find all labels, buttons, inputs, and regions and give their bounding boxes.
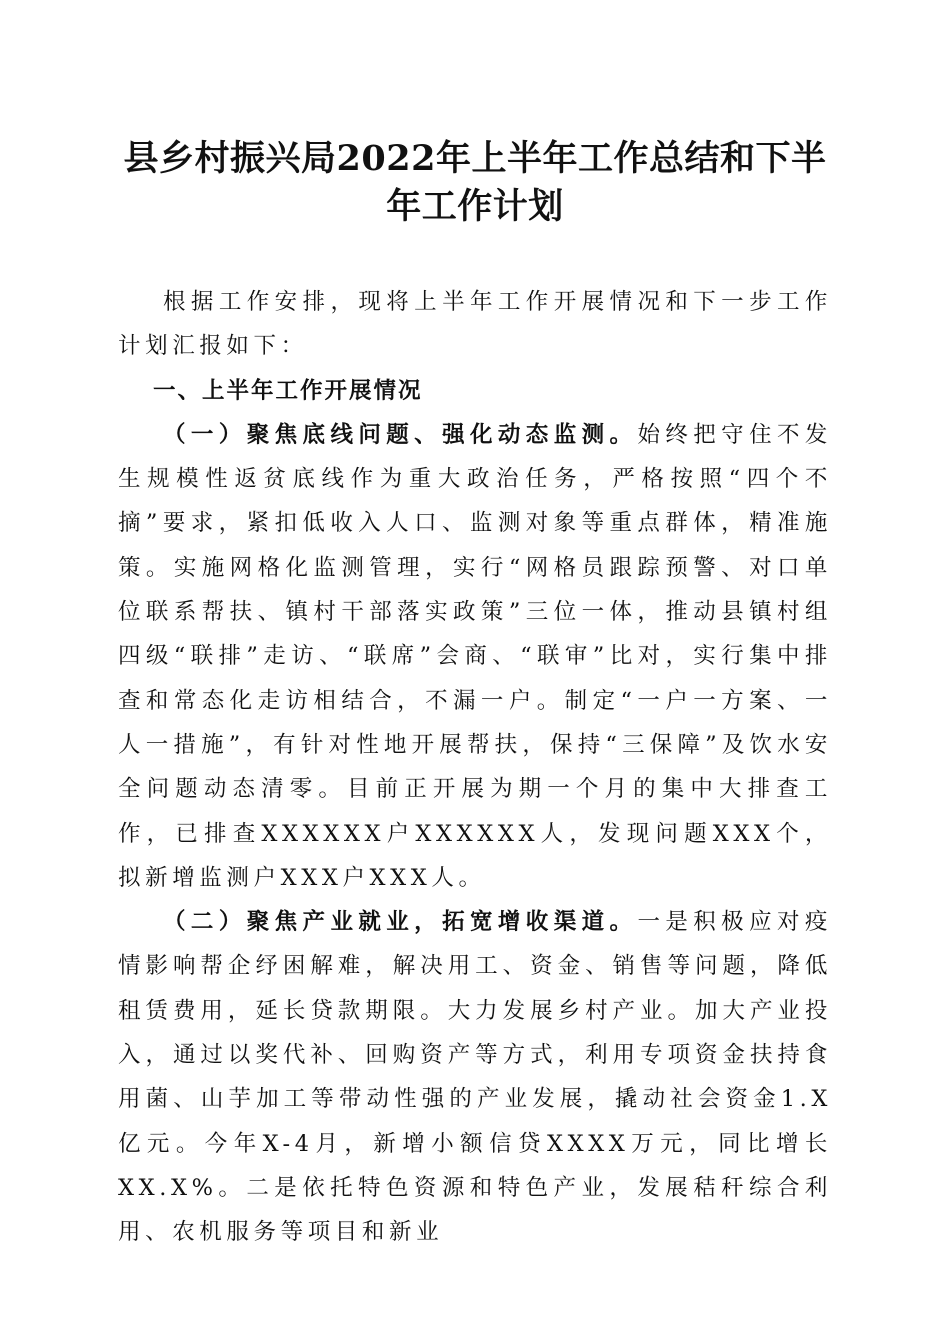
section-heading: 一、上半年工作开展情况	[153, 377, 423, 404]
paragraph-1-lead: （一）聚焦底线问题、强化动态监测。	[163, 421, 638, 448]
document-title: 县乡村振兴局2022年上半年工作总结和下半年工作计划	[123, 138, 827, 227]
paragraph-2-lead: （二）聚焦产业就业，拓宽增收渠道。	[163, 909, 638, 936]
intro-paragraph: 根据工作安排，现将上半年工作开展情况和下一步工作计划汇报如下：	[118, 289, 832, 360]
paragraph-1-text: 始终把守住不发生规模性返贫底线作为重大政治任务，严格按照“四个不摘”要求，紧扣低收入人口、监测对象等重点群体，精准施策。实施网格化监测管理，实行“网格员跟踪预警、对口单位联系帮扶、镇村干部落实政策”三位一体，推动县镇村组四级“联排”走访、“联席”会商、“联审”比对，实行集中排查和常态化走访相结合，不漏一户。制定“一户一方案、一人一措施”，有针对性地开展帮扶，保持“三保障”及饮水安全问题动态清零。目前正开展为期一个月的集中大排查工作，已排查XXXXXX户XXXXXX人，发现问题XXX个，拟新增监测户XXX户XXX人。	[118, 421, 833, 891]
paragraph-2	[118, 900, 832, 1254]
document-body	[118, 280, 832, 1255]
paragraph-2-text: 一是积极应对疫情影响帮企纾困解难，解决用工、资金、销售等问题，降低租赁费用，延长贷款期限。大力发展乡村产业。加大产业投入，通过以奖代补、回购资产等方式，利用专项资金扶持食用菌、山芋加工等带动性强的产业发展，撬动社会资金1.X亿元。今年X-4月，新增小额信贷XXXX万元，同比增长XX.X%。二是依托特色资源和特色产业，发展秸秆综合利用、农机服务等项目和新业	[118, 909, 833, 1246]
paragraph-1	[118, 413, 832, 900]
